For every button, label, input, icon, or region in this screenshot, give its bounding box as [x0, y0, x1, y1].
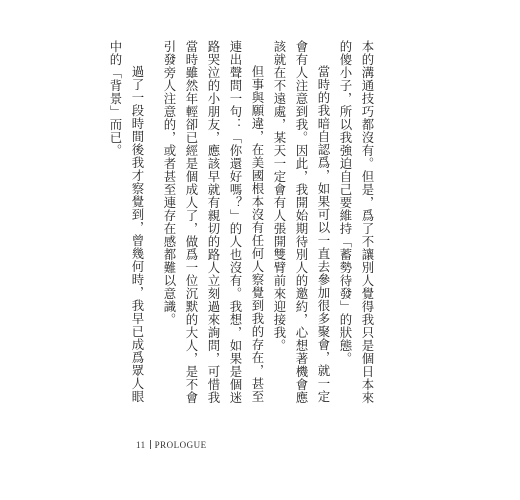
paragraph-3: 但事與願違，在美國根本沒有任何人察覺到我的存在，甚至連出聲問一句：「你還好嗎？」的人也沒有。我想，如果是個迷路哭泣的小朋友，應該早就有親切的路人立刻過來詢問，可惜我當時雖然年輕卻已經是個成人了，做爲一位沉默的大人，是不會引發旁人注意的，或者甚至連存在感都難以意識。: [162, 40, 265, 404]
paragraph-1: 本的溝通技巧都沒有。但是，爲了不讓別人覺得我只是個日本來的傻小子，所以我強迫自己要維持「蓄勢待發」的狀態。: [338, 40, 375, 404]
footer-divider: [150, 440, 151, 449]
paragraph-2: 當時的我暗自認爲，如果可以一直去參加很多聚會，就一定會有人注意到我。因此，我開始期待別人的邀約，心想著機會應該就在不遠處，某天一定會有人張開雙臂前來迎接我。: [272, 40, 331, 404]
page-footer: [136, 440, 207, 450]
page-number: 11: [136, 440, 146, 450]
vertical-text-body: [104, 40, 378, 410]
paragraph-4: 過了一段時間後我才察覺到，曾幾何時，我早已成爲眾人眼中的「背景」而已。: [108, 40, 145, 403]
section-label: PROLOGUE: [154, 440, 207, 450]
